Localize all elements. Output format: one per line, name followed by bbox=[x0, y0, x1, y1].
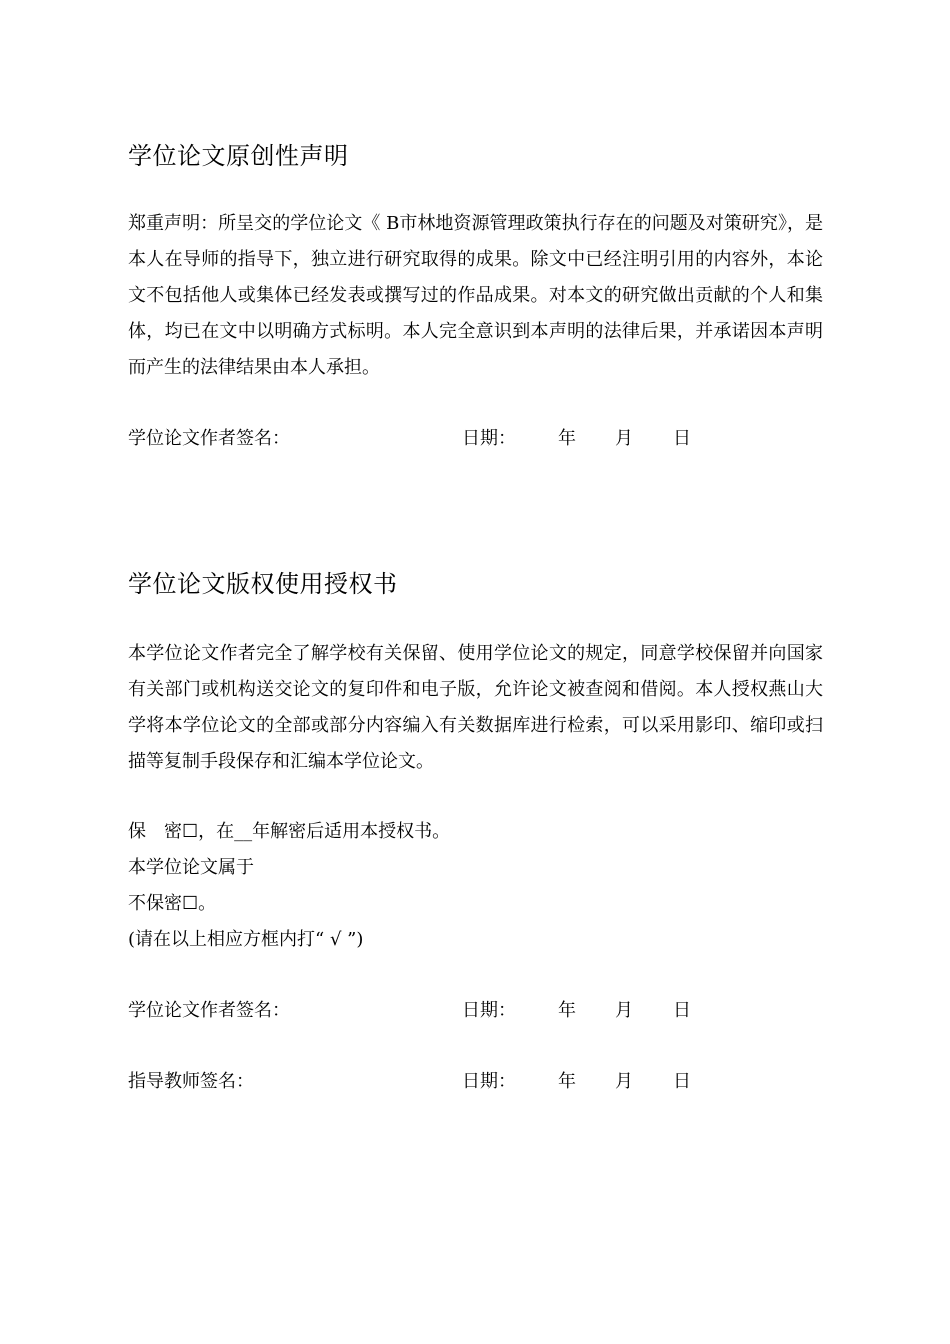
day-label: 日 bbox=[673, 1071, 691, 1092]
advisor-signature-row bbox=[128, 1069, 748, 1095]
copyright-title: 学位论文版权使用授权书 bbox=[128, 570, 398, 598]
month-label: 月 bbox=[615, 428, 633, 449]
secret-option-line: 保 密☐，在__年解密后适用本授权书。 bbox=[128, 821, 451, 842]
date-label: 日期： bbox=[462, 1000, 516, 1021]
author-signature-label: 学位论文作者签名： bbox=[128, 1000, 290, 1021]
advisor-signature-label: 指导教师签名： bbox=[128, 1071, 254, 1092]
not-secret-option-line: 不保密☐。 bbox=[128, 893, 217, 914]
originality-title: 学位论文原创性声明 bbox=[128, 142, 349, 170]
date-label: 日期： bbox=[462, 1071, 516, 1092]
date-label: 日期： bbox=[462, 428, 516, 449]
month-label: 月 bbox=[615, 1000, 633, 1021]
day-label: 日 bbox=[673, 428, 691, 449]
day-label: 日 bbox=[673, 1000, 691, 1021]
originality-body: 郑重声明：所呈交的学位论文《 B市林地资源管理政策执行存在的问题及对策研究》，是本人在导师的指导下，独立进行研究取得的成果。除文中已经注明引用的内容外，本论文不包括他人或集体已经发表或撰写过的作品成果。对本文的研究做出贡献的个人和集体，均已在文中以明确方式标明。本人完全意识到本声明的法律后果，并承诺因本声明而产生的法律结果由本人承担。 bbox=[128, 213, 823, 378]
copyright-author-signature-row bbox=[128, 998, 748, 1024]
author-signature-label: 学位论文作者签名： bbox=[128, 428, 290, 449]
copyright-body: 本学位论文作者完全了解学校有关保留、使用学位论文的规定，同意学校保留并向国家有关部门或机构送交论文的复印件和电子版，允许论文被查阅和借阅。本人授权燕山大学将本学位论文的全部或部分内容编入有关数据库进行检索，可以采用影印、缩印或扫描等复制手段保存和汇编本学位论文。 bbox=[128, 643, 823, 772]
belongs-line: 本学位论文属于 bbox=[128, 857, 254, 878]
year-label: 年 bbox=[558, 1071, 576, 1092]
month-label: 月 bbox=[615, 1071, 633, 1092]
checkmark-instruction: (请在以上相应方框内打“ √ ”) bbox=[128, 929, 364, 950]
year-label: 年 bbox=[558, 428, 576, 449]
year-label: 年 bbox=[558, 1000, 576, 1021]
originality-signature-row bbox=[128, 426, 748, 452]
